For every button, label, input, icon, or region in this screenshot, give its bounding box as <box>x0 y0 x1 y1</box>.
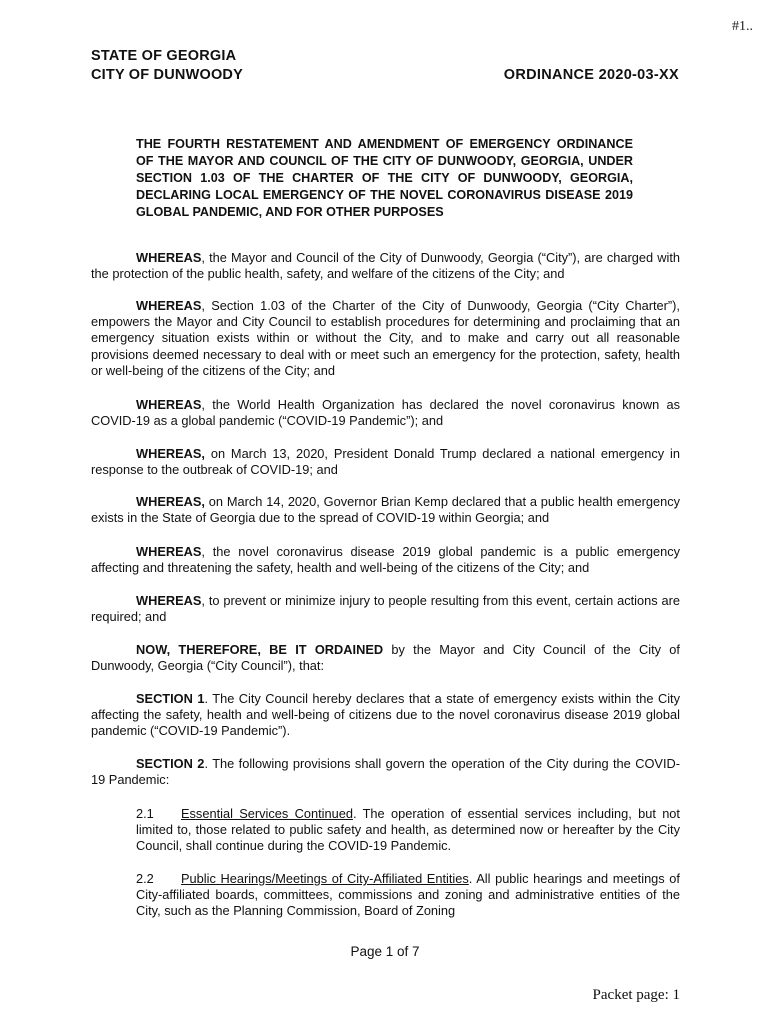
header-city: CITY OF DUNWOODY <box>91 67 243 83</box>
paragraph-whereas-7 <box>91 593 680 625</box>
header-state: STATE OF GEORGIA <box>91 48 237 64</box>
paragraph-text: by the Mayor and City Council of the City of Dunwoody, Georgia (“City Council”), that: <box>91 642 680 674</box>
paragraph-text: , the World Health Organization has declared the novel coronavirus known as COVID-19 as a global pandemic (“COVID-19 Pandemic”); and <box>91 397 680 429</box>
paragraph-section-1 <box>91 691 680 740</box>
paragraph-text: , Section 1.03 of the Charter of the City of Dunwoody, Georgia (“City Charter”), empowers the Mayor and City Council to establish procedures for determining and proclaiming that an emergency situation exists within or without the City, and to make and carry out all reasonable provisions deemed necessary to deal with or meet such an emergency for the protection, safety, health or well-being of the citizens of the City; and <box>91 298 680 378</box>
paragraph-text: , to prevent or minimize injury to people resulting from this event, certain actions are required; and <box>91 593 680 625</box>
paragraph-lead: NOW, THEREFORE, BE IT ORDAINED <box>136 642 384 657</box>
paragraph-text: on March 13, 2020, President Donald Trump declared a national emergency in response to the outbreak of COVID-19; and <box>91 446 680 478</box>
paragraph-whereas-5 <box>91 494 680 526</box>
paragraph-whereas-4 <box>91 446 680 478</box>
paragraph-lead: WHEREAS, <box>136 494 205 509</box>
paragraph-section-2 <box>91 756 680 788</box>
paragraph-text: . The City Council hereby declares that a state of emergency exists within the City affecting the safety, health and well-being of citizens due to the novel coronavirus disease 2019 global pandemic (“COVID-19 Pandemic”). <box>91 691 680 739</box>
subsection-heading: Public Hearings/Meetings of City-Affiliated Entities <box>181 871 469 886</box>
paragraph-lead: SECTION 2 <box>136 756 205 771</box>
subsection-text: . The operation of essential services including, but not limited to, those related to public safety and health, as determined now or hereafter by the City Council, shall continue during the COVID-19 Pandemic. <box>136 806 680 854</box>
paragraph-lead: WHEREAS <box>136 298 202 313</box>
subsection-2-2 <box>136 871 680 920</box>
ordinance-title: THE FOURTH RESTATEMENT AND AMENDMENT OF EMERGENCY ORDINANCE OF THE MAYOR AND COUNCIL OF THE CITY OF DUNWOODY, GEORGIA, UNDER SECTION 1.03 OF THE CHARTER OF THE CITY OF DUNWOODY, GEORGIA, DECLARING LOCAL EMERGENCY OF THE NOVEL CORONAVIRUS DISEASE 2019 GLOBAL PANDEMIC, AND FOR OTHER PURPOSES <box>136 137 633 219</box>
paragraph-whereas-1 <box>91 250 680 282</box>
subsection-number: 2.2 <box>136 871 154 886</box>
paragraph-whereas-2 <box>91 298 680 379</box>
paragraph-lead: WHEREAS, <box>136 446 205 461</box>
paragraph-text: on March 14, 2020, Governor Brian Kemp declared that a public health emergency exists in the State of Georgia due to the spread of COVID-19 within Georgia; and <box>91 494 680 526</box>
paragraph-whereas-6 <box>91 544 680 576</box>
page-number: Page 1 of 7 <box>350 944 420 959</box>
subsection-text: . All public hearings and meetings of City-affiliated boards, committees, commissions and zoning and administrative entities of the City, such as the Planning Commission, Board of Zoning <box>136 871 680 919</box>
subsection-2-1 <box>136 806 680 855</box>
ordinance-number: ORDINANCE 2020-03-XX <box>503 67 679 83</box>
paragraph-lead: WHEREAS <box>136 544 202 559</box>
paragraph-lead: WHEREAS <box>136 397 202 412</box>
paragraph-ordained <box>91 642 680 674</box>
subsection-heading: Essential Services Continued <box>181 806 353 821</box>
paragraph-text: . The following provisions shall govern the operation of the City during the COVID-19 Pandemic: <box>91 756 681 788</box>
paragraph-lead: WHEREAS <box>136 250 202 265</box>
paragraph-text: , the novel coronavirus disease 2019 global pandemic is a public emergency affecting and threatening the safety, health and well-being of the citizens of the City; and <box>91 544 680 576</box>
paragraph-lead: WHEREAS <box>136 593 202 608</box>
packet-reference: #1.. <box>732 19 753 34</box>
subsection-number: 2.1 <box>136 806 154 821</box>
packet-page-label: Packet page: 1 <box>592 987 680 1003</box>
paragraph-lead: SECTION 1 <box>136 691 205 706</box>
paragraph-text: , the Mayor and Council of the City of Dunwoody, Georgia (“City”), are charged with the protection of the public health, safety, and welfare of the citizens of the City; and <box>91 250 680 282</box>
paragraph-whereas-3 <box>91 397 680 429</box>
